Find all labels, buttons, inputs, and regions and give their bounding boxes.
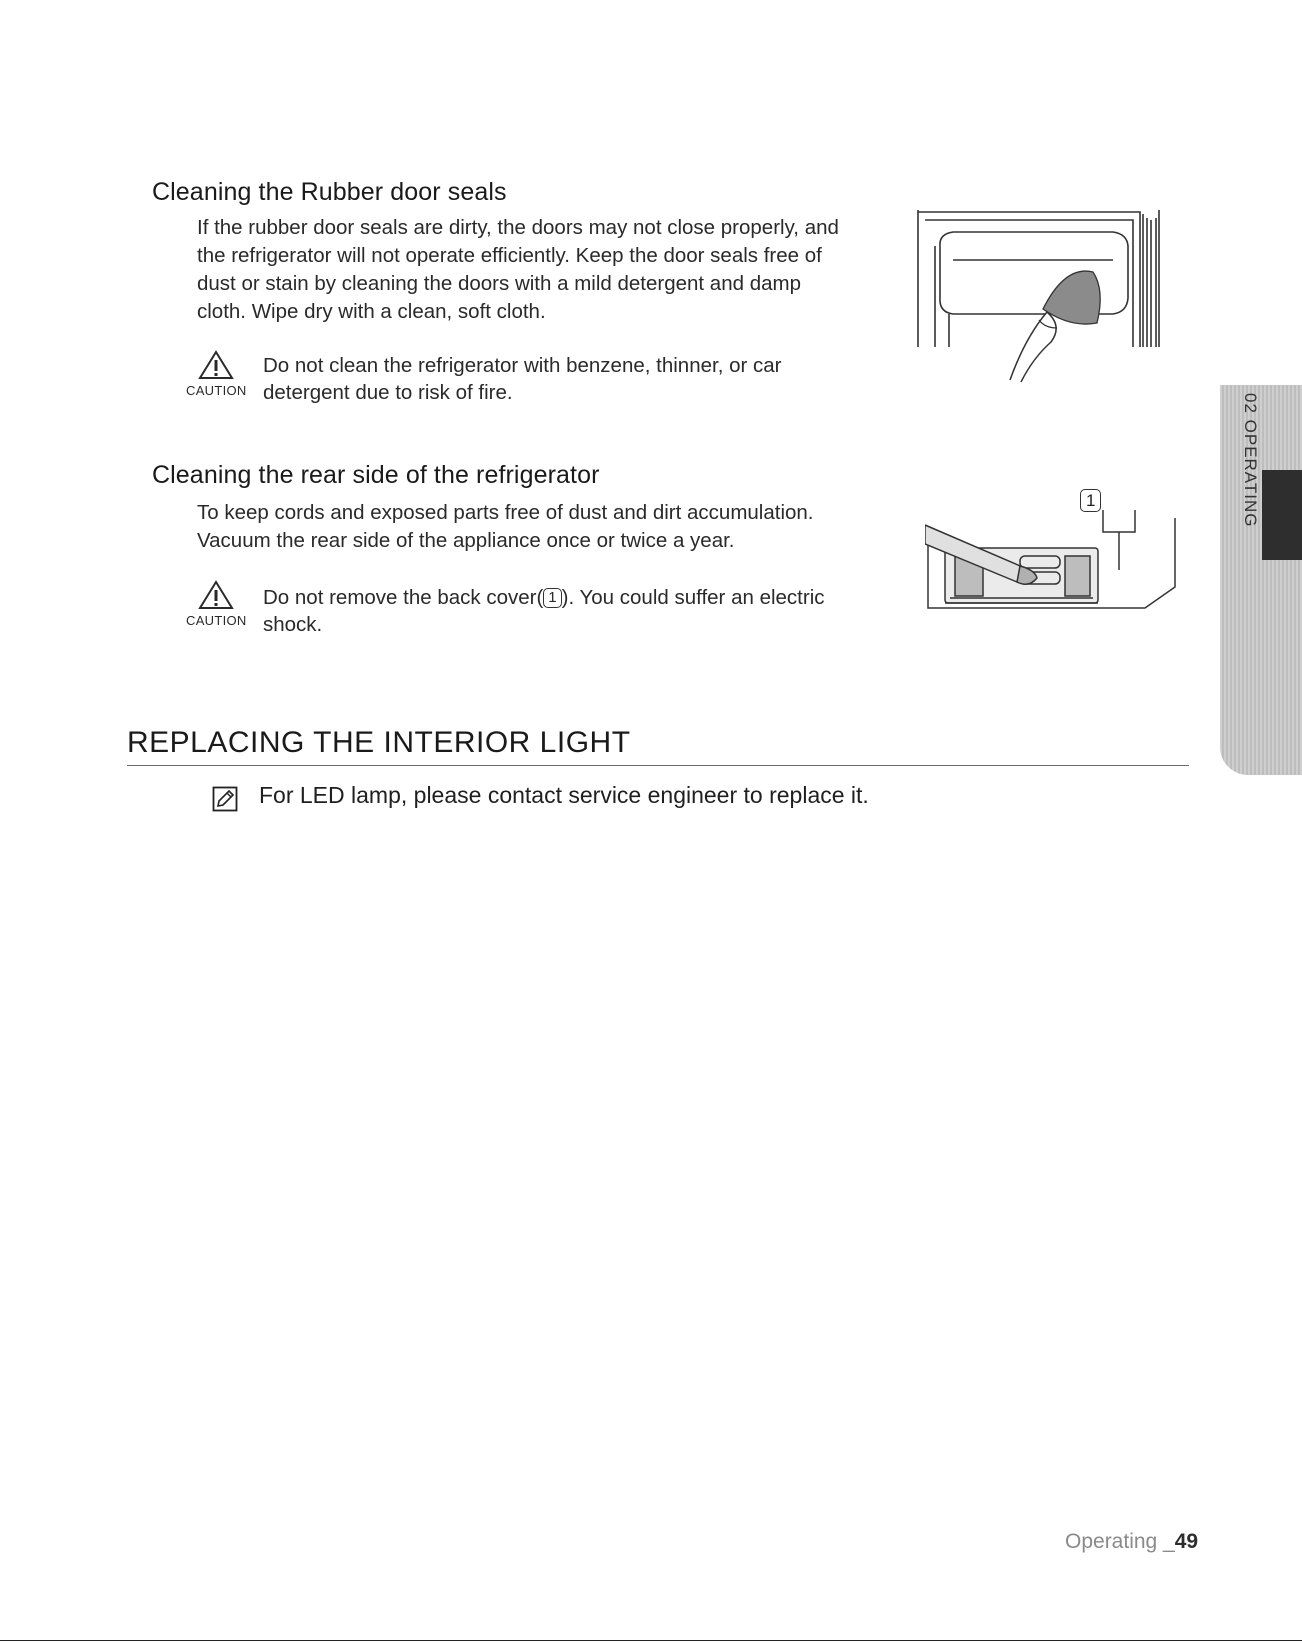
rear-side-illustration [925, 510, 1180, 620]
side-tab-marker [1262, 470, 1302, 560]
paragraph-line: To keep cords and exposed parts free of dust and dirt accumulation. [197, 501, 814, 524]
heading-rule [127, 765, 1189, 766]
rear-side-paragraph [197, 499, 917, 555]
section-heading-rear-side: Cleaning the rear side of the refrigerator [152, 461, 600, 489]
side-chapter-tab [1220, 385, 1302, 775]
section-heading-door-seals: Cleaning the Rubber door seals [152, 178, 507, 206]
caution-text-2 [263, 584, 825, 638]
bottom-rule [0, 1640, 1302, 1641]
caution-line-2: shock. [263, 613, 323, 636]
figure-callout-number: 1 [1080, 489, 1101, 512]
door-seals-paragraph [197, 214, 917, 326]
caution-text-1 [263, 352, 782, 406]
caution-text-before: Do not remove the back cover( [263, 586, 544, 609]
paragraph-line: Vacuum the rear side of the appliance once or twice a year. [197, 529, 735, 552]
paragraph-line: cloth. Wipe dry with a clean, soft cloth. [197, 300, 546, 323]
page-footer [1065, 1530, 1198, 1554]
footer-section: Operating _ [1065, 1530, 1175, 1553]
caution-text-after: ). You could suffer an electric [561, 586, 825, 609]
door-seal-illustration [915, 210, 1160, 395]
caution-line: detergent due to risk of fire. [263, 381, 513, 404]
paragraph-line: If the rubber door seals are dirty, the doors may not close properly, and [197, 216, 839, 239]
caution-triangle-icon [198, 580, 234, 610]
paragraph-line: the refrigerator will not operate efficiently. Keep the door seals free of [197, 244, 822, 267]
page-number: 49 [1174, 1530, 1199, 1553]
note-text: For LED lamp, please contact service engineer to replace it. [259, 782, 869, 808]
caution-label: CAUTION [186, 383, 247, 398]
callout-number: 1 [543, 588, 561, 608]
caution-triangle-icon [198, 350, 234, 380]
caution-block-2 [186, 580, 246, 628]
caution-label: CAUTION [186, 613, 247, 628]
caution-block-1 [186, 350, 246, 398]
caution-line: Do not clean the refrigerator with benzene, thinner, or car [263, 354, 782, 377]
main-heading: REPLACING THE INTERIOR LIGHT [127, 726, 631, 759]
side-tab-label: 02 OPERATING [1241, 393, 1260, 528]
note-pencil-icon [212, 786, 238, 812]
paragraph-line: dust or stain by cleaning the doors with a mild detergent and damp [197, 272, 801, 295]
caution-line-1 [263, 584, 825, 611]
